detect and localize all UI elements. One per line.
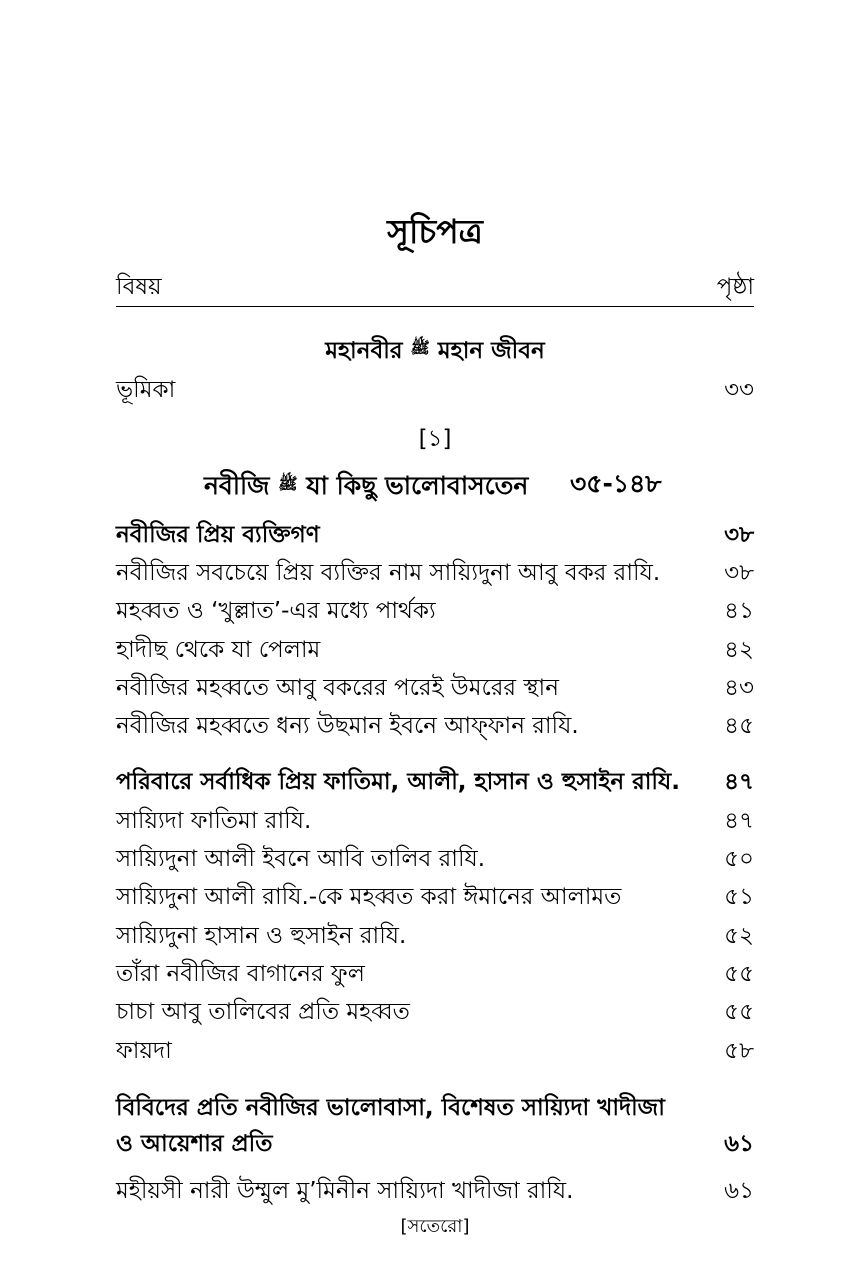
toc-entry[interactable] xyxy=(116,1036,754,1066)
toc-page xyxy=(116,0,754,1271)
toc-entry[interactable] xyxy=(116,844,754,874)
entry-title: মহীয়সী নারী উম্মুল মু’মিনীন সায়্যিদা খাদীজা রাযি. xyxy=(116,1178,574,1204)
toc-entry[interactable] xyxy=(116,635,754,665)
entry-title: নবীজির প্রিয় ব্যক্তিগণ xyxy=(116,522,320,548)
chapter-title-after: যা কিছু ভালোবাসতেন xyxy=(306,471,529,500)
page-column-label: পৃষ্ঠা xyxy=(716,274,754,300)
toc-entry[interactable] xyxy=(116,882,754,912)
entry-title: সায়্যিদা ফাতিমা রাযি. xyxy=(116,808,312,834)
toc-entry-intro[interactable] xyxy=(116,375,754,405)
entry-page: ৫১ xyxy=(724,884,754,910)
toc-entry[interactable] xyxy=(116,558,754,588)
entry-title: সায়্যিদুনা আলী ইবনে আবি তালিব রাযি. xyxy=(116,846,486,872)
page-title: সূচিপত্র xyxy=(387,212,483,251)
toc-group-heading[interactable] xyxy=(116,767,754,797)
entry-page: ৪৫ xyxy=(724,713,754,739)
chapter-number: [১] xyxy=(418,426,452,452)
entry-title: মহব্বত ও ‘খুল্লাত’-এর মধ্যে পার্থক্য xyxy=(116,598,436,624)
page-number-footer: [সতেরো] xyxy=(400,1216,470,1237)
entry-page: ৩৩ xyxy=(724,377,754,403)
entry-title-line2: ও আয়েশার প্রতি xyxy=(116,1131,273,1157)
salutation-glyph: ﷺ xyxy=(278,474,298,493)
section-title-before: মহানবীর xyxy=(325,338,403,364)
toc-entry[interactable] xyxy=(116,997,754,1027)
entry-page: ৪৩ xyxy=(724,675,754,701)
entry-page: ৪৭ xyxy=(724,769,754,795)
section-title-after: মহান জীবন xyxy=(437,338,545,364)
entry-title: ভূমিকা xyxy=(116,377,176,403)
toc-entry[interactable] xyxy=(116,711,754,741)
chapter-title-before: নবীজি xyxy=(204,471,270,500)
entry-title-line1: বিবিদের প্রতি নবীজির ভালোবাসা, বিশেষত সায়্যিদা খাদীজা xyxy=(116,1095,665,1121)
entry-page: ৬১ xyxy=(724,1131,754,1157)
chapter-title xyxy=(204,468,528,502)
entry-title: হাদীছ থেকে যা পেলাম xyxy=(116,637,321,663)
entry-page: ৪৭ xyxy=(724,808,754,834)
toc-group-heading[interactable] xyxy=(116,1090,754,1162)
entry-title: নবীজির মহব্বতে ধন্য উছমান ইবনে আফ্ফান রাযি. xyxy=(116,713,579,739)
chapter-pages: ৩৫-১৪৮ xyxy=(570,469,662,498)
subject-column-label: বিষয় xyxy=(116,274,162,300)
entry-page: ৫৮ xyxy=(724,1038,754,1064)
toc-header xyxy=(116,268,754,307)
toc-entry[interactable] xyxy=(116,673,754,703)
entry-page: ৪১ xyxy=(724,598,754,624)
entry-title: তাঁরা নবীজির বাগানের ফুল xyxy=(116,961,365,987)
entry-title: পরিবারে সর্বাধিক প্রিয় ফাতিমা, আলী, হাসান ও হুসাইন রাযি. xyxy=(116,769,680,795)
entry-page: ৩৮ xyxy=(724,560,754,586)
toc-group-heading[interactable] xyxy=(116,520,754,550)
toc-entry[interactable] xyxy=(116,1176,754,1206)
entry-page: ৬১ xyxy=(724,1178,754,1204)
section-title xyxy=(116,333,754,366)
entry-title: চাচা আবু তালিবের প্রতি মহব্বত xyxy=(116,999,410,1025)
entry-title: সায়্যিদুনা হাসান ও হুসাইন রাযি. xyxy=(116,923,407,949)
entry-page: ৫০ xyxy=(724,846,754,872)
toc-entry[interactable] xyxy=(116,921,754,951)
entry-page: ৫২ xyxy=(724,923,754,949)
entry-title: নবীজির সবচেয়ে প্রিয় ব্যক্তির নাম সায়্যিদুনা আবু বকর রাযি. xyxy=(116,560,661,586)
toc-entry[interactable] xyxy=(116,959,754,989)
entry-page: ৫৫ xyxy=(724,999,754,1025)
salutation-glyph: ﷺ xyxy=(410,338,430,357)
entry-page: ৩৮ xyxy=(724,522,754,548)
entry-title: নবীজির মহব্বতে আবু বকরের পরেই উমরের স্থান xyxy=(116,675,559,701)
entry-title: ফায়দা xyxy=(116,1038,172,1064)
entry-title: সায়্যিদুনা আলী রাযি.-কে মহব্বত করা ঈমানের আলামত xyxy=(116,884,622,910)
toc-entry[interactable] xyxy=(116,596,754,626)
toc-entry[interactable] xyxy=(116,806,754,836)
entry-page: ৪২ xyxy=(724,637,754,663)
entry-page: ৫৫ xyxy=(724,961,754,987)
